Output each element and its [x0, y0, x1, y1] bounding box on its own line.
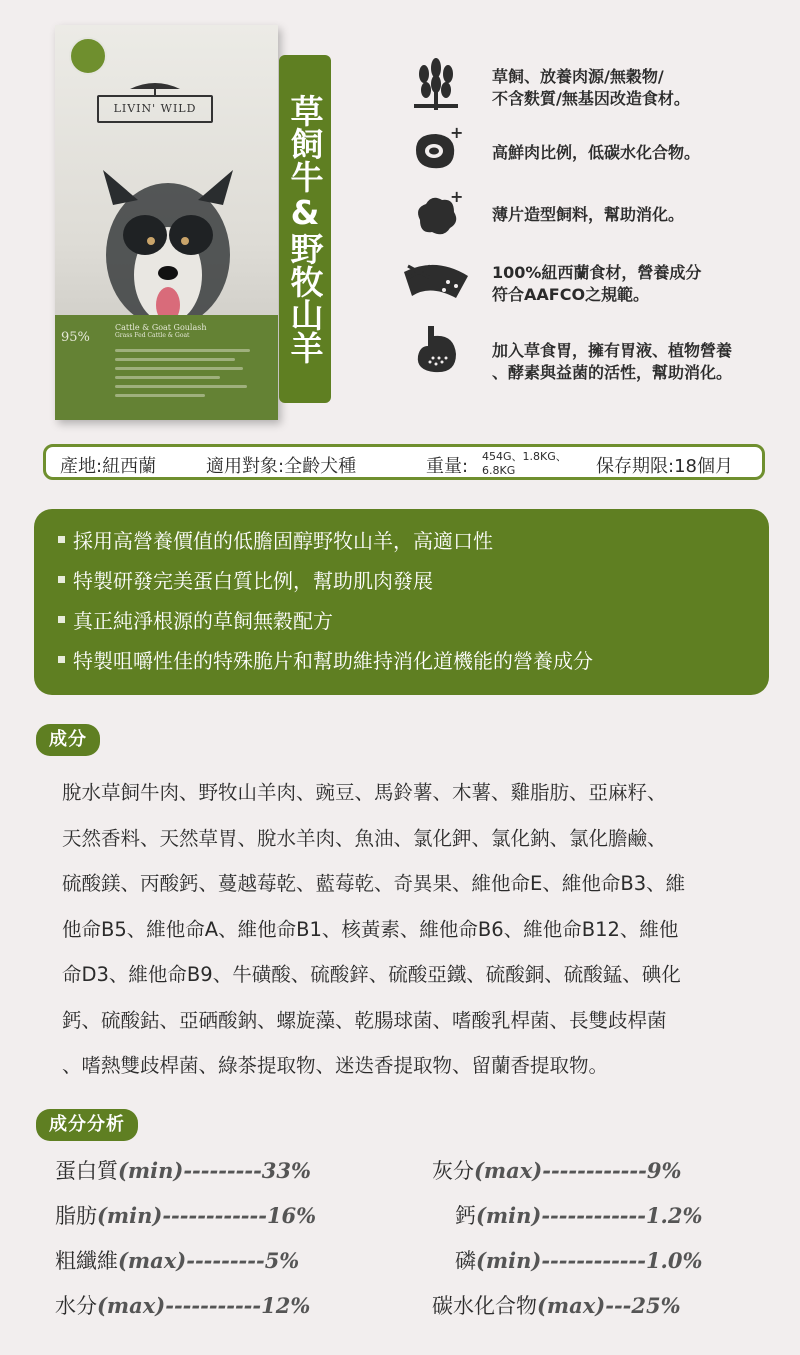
analysis-dash: ------------	[162, 1203, 267, 1228]
ingredients-line: 命D3、維他命B9、牛磺酸、硫酸鋅、硫酸亞鐵、硫酸銅、硫酸錳、碘化	[62, 963, 681, 986]
analysis-dash: ------------	[541, 1203, 646, 1228]
benefit-text: 特製咀嚼性佳的特殊脆片和幫助維持消化道機能的營養成分	[73, 648, 593, 673]
ingredients-line: 、嗜熱雙歧桿菌、綠茶提取物、迷迭香提取物、留蘭香提取物。	[62, 1054, 609, 1077]
analysis-qualifier: (min)	[476, 1203, 542, 1228]
benefits-box	[34, 509, 769, 695]
analysis-name: 碳水化合物	[432, 1294, 537, 1318]
analysis-name: 灰分	[432, 1159, 474, 1183]
benefit-text: 採用高營養價值的低膽固醇野牧山羊，高適口性	[73, 528, 493, 553]
product-info-bar	[43, 444, 765, 480]
weight-line1: 454G、1.8KG、	[482, 450, 567, 463]
analysis-dash: ---------	[186, 1248, 265, 1273]
bullet	[58, 616, 65, 623]
bullet	[58, 656, 65, 663]
wheat-icon	[406, 52, 466, 112]
analysis-row-fat	[55, 1200, 316, 1230]
ingredients-line: 硫酸鎂、丙酸鈣、蔓越莓乾、藍莓乾、奇異果、維他命E、維他命B3、維	[62, 872, 686, 895]
dog-illustration	[93, 165, 243, 340]
feature-2	[492, 142, 782, 164]
analysis-qualifier: (max)	[474, 1158, 543, 1183]
ingredients-line: 天然香料、天然草胃、脫水羊肉、魚油、氯化鉀、氯化鈉、氯化膽鹼、	[62, 826, 667, 850]
benefit-item	[58, 604, 333, 634]
analysis-qualifier: (max)	[537, 1293, 606, 1318]
analysis-name: 水分	[55, 1294, 97, 1318]
analysis-qualifier: (min)	[97, 1203, 163, 1228]
feature-1	[492, 66, 782, 110]
analysis-dash: ---------	[183, 1158, 262, 1183]
ingredients-header: 成分	[36, 724, 100, 756]
analysis-value: 25%	[631, 1293, 681, 1318]
analysis-qualifier: (min)	[118, 1158, 184, 1183]
ingredients-list	[62, 770, 772, 1089]
tree-logo-icon	[125, 77, 185, 95]
analysis-row-ash	[432, 1155, 681, 1185]
shelf-life-label: 保存期限:18個月	[596, 456, 733, 477]
kibble-icon	[406, 186, 466, 246]
bag-band-title	[115, 323, 265, 339]
analysis-dash: ---	[605, 1293, 632, 1318]
weight-values	[482, 450, 567, 478]
svg-text:+: +	[450, 187, 464, 206]
meat-icon	[406, 122, 466, 182]
feature-1-line2: 不含麩質/無基因改造食材。	[492, 89, 690, 108]
ingredients-line: 鈣、硫酸鈷、亞硒酸鈉、螺旋藻、乾腸球菌、嗜酸乳桿菌、長雙歧桿菌	[62, 1008, 667, 1032]
feature-4-line2: 符合AAFCO之規範。	[492, 285, 650, 304]
feature-5-line1: 加入草食胃，擁有胃液、植物營養	[492, 341, 733, 360]
ingredients-line: 他命B5、維他命A、維他命B1、核黃素、維他命B6、維他命B12、維他	[62, 917, 679, 941]
benefit-item	[58, 524, 493, 554]
analysis-value: 9%	[646, 1158, 682, 1183]
analysis-qualifier: (min)	[476, 1248, 542, 1273]
benefit-text: 特製研發完美蛋白質比例，幫助肌肉發展	[73, 568, 433, 593]
analysis-row-protein	[55, 1155, 311, 1185]
bullet	[58, 536, 65, 543]
brand-logo: LIVIN' WILD	[97, 95, 213, 123]
analysis-row-fiber	[55, 1245, 299, 1275]
analysis-name: 蛋白質	[55, 1159, 118, 1183]
analysis-value: 5%	[264, 1248, 300, 1273]
analysis-qualifier: (max)	[118, 1248, 187, 1273]
analysis-name: 磷	[455, 1249, 476, 1273]
weight-label: 重量:	[426, 456, 469, 477]
feature-4-line1: 100%紐西蘭食材，營養成分	[492, 263, 702, 282]
analysis-value: 1.2%	[645, 1203, 703, 1228]
ingredients-line: 脫水草飼牛肉、野牧山羊肉、豌豆、馬鈴薯、木薯、雞脂肪、亞麻籽、	[62, 781, 667, 804]
analysis-name: 粗纖維	[55, 1249, 118, 1273]
badge-icon	[69, 37, 107, 75]
bag-percent: 95%	[61, 330, 90, 345]
analysis-value: 12%	[261, 1293, 311, 1318]
feature-3-line1: 薄片造型飼料，幫助消化。	[492, 205, 685, 224]
bullet	[58, 576, 65, 583]
feature-2-line1: 高鮮肉比例，低碳水化合物。	[492, 143, 701, 162]
analysis-value: 33%	[261, 1158, 311, 1183]
analysis-value: 1.0%	[645, 1248, 703, 1273]
nz-flag-icon	[400, 252, 472, 312]
feature-5	[492, 340, 782, 384]
analysis-qualifier: (max)	[97, 1293, 166, 1318]
analysis-row-moisture	[55, 1290, 310, 1320]
analysis-dash: ------------	[541, 1248, 646, 1273]
weight-line2: 6.8KG	[482, 464, 516, 477]
analysis-row-carbohydrate	[432, 1290, 681, 1320]
product-bag-image	[55, 25, 278, 420]
benefit-item	[58, 564, 433, 594]
bag-fine-print	[115, 343, 265, 403]
feature-4	[492, 262, 782, 306]
analysis-dash: -----------	[165, 1293, 262, 1318]
target-label: 適用對象:全齡犬種	[206, 456, 357, 477]
bag-band-subtitle: Grass Fed Cattle & Goat	[115, 332, 190, 339]
bag-band-title-text: Cattle & Goat Goulash	[115, 323, 207, 332]
origin-label: 產地:紐西蘭	[60, 456, 157, 477]
analysis-dash: ------------	[542, 1158, 647, 1183]
benefit-text: 真正純淨根源的草飼無穀配方	[73, 608, 333, 633]
analysis-value: 16%	[266, 1203, 317, 1228]
analysis-name: 鈣	[455, 1204, 476, 1228]
svg-text:+: +	[450, 123, 464, 142]
feature-1-line1: 草飼、放養肉源/無穀物/	[492, 67, 664, 86]
analysis-row-calcium	[455, 1200, 702, 1230]
product-title-box	[279, 55, 331, 403]
analysis-header: 成分分析	[36, 1109, 138, 1141]
feature-3	[492, 204, 782, 226]
analysis-name: 脂肪	[55, 1204, 97, 1228]
product-title: 草飼牛&野牧山羊	[285, 94, 325, 364]
stomach-icon	[406, 320, 466, 380]
feature-5-line2: 、酵素與益菌的活性，幫助消化。	[492, 363, 733, 382]
benefit-item	[58, 644, 593, 674]
analysis-row-phosphorus	[455, 1245, 702, 1275]
